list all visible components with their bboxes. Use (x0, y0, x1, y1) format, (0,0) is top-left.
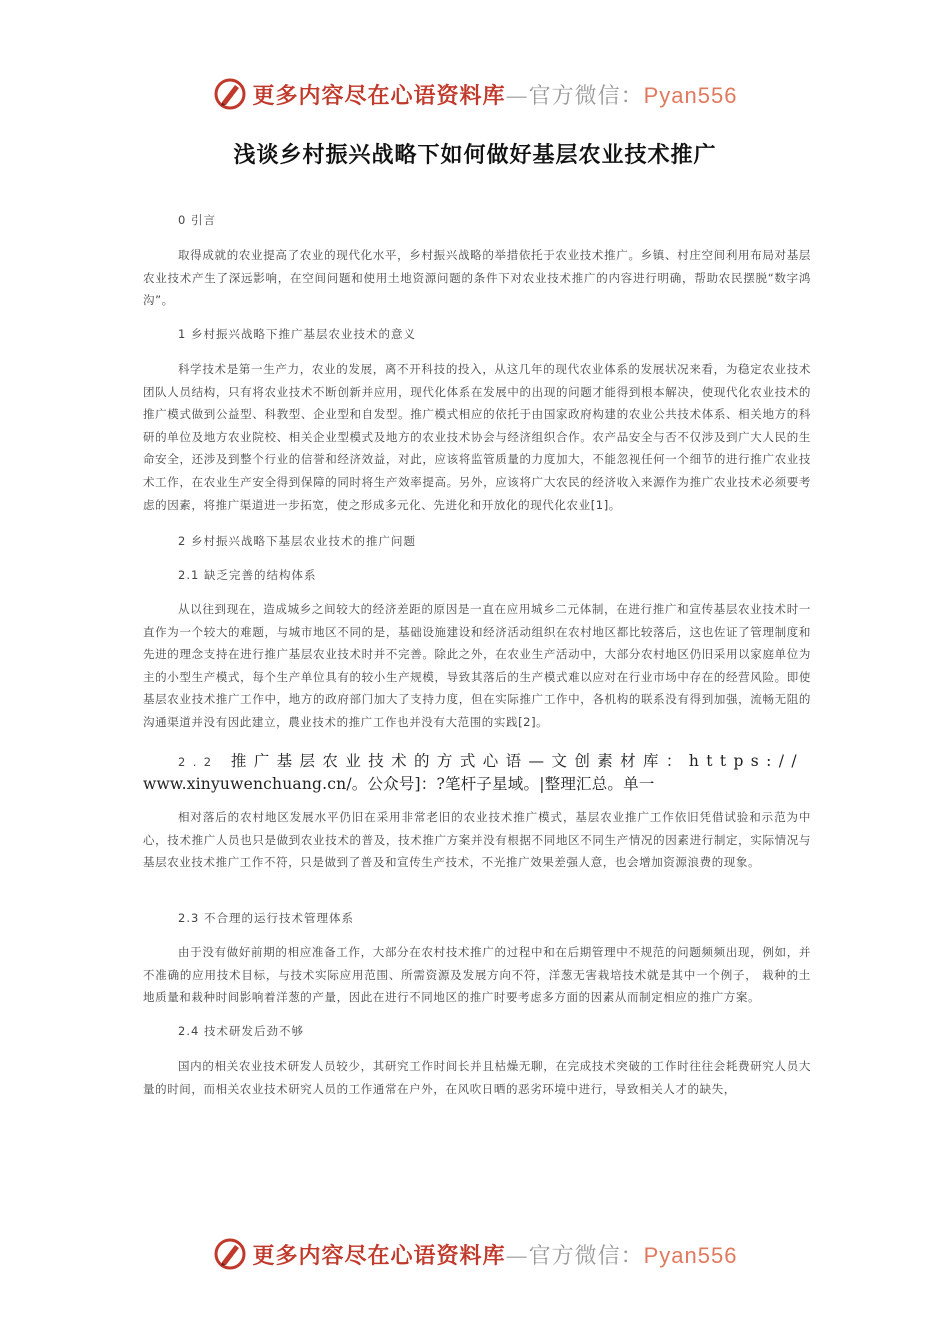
subsection-heading-2-3: 2.3 不合理的运行技术管理体系 (178, 911, 354, 925)
banner-text (253, 79, 738, 110)
header-banner (0, 72, 950, 116)
subsection-heading-2-2 (143, 750, 824, 795)
subsection-2-2-number: 2.2 (178, 755, 219, 769)
banner-wechat-id: Pyan556 (643, 1242, 738, 1268)
paragraph-2-1: 从以往到现在，造成城乡之间较大的经济差距的原因是一直在应用城乡二元体制，在进行推广和宣传基层农业技术时一直作为一个较大的难题，与城市地区不同的是，基础设施建设和经济活动组织在农村地区都比较落后，这也佐证了管理制度和先进的理念支持在进行推广基层农业技术时并不完善。除此之外，在农业生产活动中，大部分农村地区仍旧采用以家庭单位为主的小型生产模式，每个生产单位具有的较小生产规模，导致其落后的生产模式难以应对在行业市场中存在的经营风险。即使基层农业技术推广工作中，地方的政府部门加大了支持力度，但在实际推广工作中，各机构的联系没有得到加强，流畅无阻的沟通渠道并没有因此建立，農业技术的推广工作也并没有大范围的实践[2]。 (143, 602, 811, 729)
banner-dash: — (505, 1243, 529, 1269)
banner-dash: — (505, 83, 529, 109)
section-heading-problems: 2 乡村振兴战略下基层农业技术的推广问题 (178, 534, 416, 548)
banner-text (253, 1239, 738, 1270)
footer-banner (0, 1232, 950, 1276)
banner-main: 更多内容尽在心语资料库 (252, 82, 506, 109)
banner-main: 更多内容尽在心语资料库 (252, 1242, 506, 1269)
subsection-2-2-line2: www.xinyuwenchuang.cn/。公众号]：?笔杆子星域。|整理汇总。单一 (143, 775, 655, 793)
section-heading-intro: 0 引言 (178, 213, 216, 227)
subsection-2-2-line1 (178, 750, 824, 773)
subsection-heading-2-1: 2.1 缺乏完善的结构体系 (178, 568, 317, 582)
pen-logo-icon (213, 1237, 247, 1271)
paragraph-intro: 取得成就的农业提高了农业的现代化水平，乡村振兴战略的举措依托于农业技术推广。乡镇、村庄空间利用布局对基层农业技术产生了深远影响，在空间问题和使用土地资源问题的条件下对农业技术推广的内容进行明确，帮助农民摆脱“数字鸿沟”。 (143, 248, 811, 308)
paragraph-2-2: 相对落后的农村地区发展水平仍旧在采用非常老旧的农业技术推广模式，基层农业推广工作依旧凭借试验和示范为中心，技术推广人员也只是做到农业技术的普及，技术推广方案并没有根据不同地区不同生产情况的因素进行制定，实际情况与基层农业技术推广工作不符，只是做到了普及和宣传生产技术，不光推广效果差强人意，也会增加资源浪费的现象。 (143, 810, 811, 870)
paragraph-2-4: 国内的相关农业技术研发人员较少，其研究工作时间长并且枯燥无聊，在完成技术突破的工作时往往会耗费研究人员大量的时间，而相关农业技术研究人员的工作通常在户外，在风吹日晒的恶劣环境中进行，导致相关人才的缺失， (143, 1059, 811, 1096)
paragraph-significance: 科学技术是第一生产力，农业的发展，离不开科技的投入，从这几年的现代农业体系的发展状况来看，为稳定农业技术团队人员结构，只有将农业技术不断创新并应用，现代化体系在发展中的出现的问题才能得到根本解决，使现代化农业技术的推广模式做到公益型、科教型、企业型和自发型。推广模式相应的依托于由国家政府构建的农业公共技术体系、相关地方的科研的单位及地方农业院校、相关企业型模式及地方的农业技术协会与经济组织合作。农产品安全与否不仅涉及到广大人民的生命安全，还涉及到整个行业的信誉和经济效益，对此，应该将监管质量的力度加大，不能忽视任何一个细节的进行推广农业技术工作，在农业生产安全得到保障的同时将生产效率提高。另外，应该将广大农民的经济收入来源作为推广农业技术必须要考虑的因素，将推广渠道进一步拓宽，使之形成多元化、先进化和开放化的现代化农业[1]。 (143, 362, 811, 512)
pen-logo-icon (213, 77, 247, 111)
section-heading-significance: 1 乡村振兴战略下推广基层农业技术的意义 (178, 327, 416, 341)
paragraph-2-3: 由于没有做好前期的相应准备工作，大部分在农村技术推广的过程中和在后期管理中不规范的问题频频出现，例如，并不准确的应用技术目标，与技术实际应用范围、所需资源及发展方向不符，洋葱无害栽培技术就是其中一个例子， 栽种的土地质量和栽种时间影响着洋葱的产量，因此在进行不同地区的推广时要考虑多方面的因素从而制定相应的推广方案。 (143, 945, 811, 1005)
subsection-heading-2-4: 2.4 技术研发后劲不够 (178, 1024, 304, 1038)
banner-wechat-label: 官方微信： (528, 83, 644, 109)
document-title: 浅谈乡村振兴战略下如何做好基层农业技术推广 (233, 143, 717, 168)
banner-wechat-id: Pyan556 (643, 82, 738, 108)
banner-wechat-label: 官方微信： (528, 1243, 644, 1269)
subsection-2-2-text1: 推广基层农业技术的方式心语—文创素材库：https:// (230, 752, 805, 770)
